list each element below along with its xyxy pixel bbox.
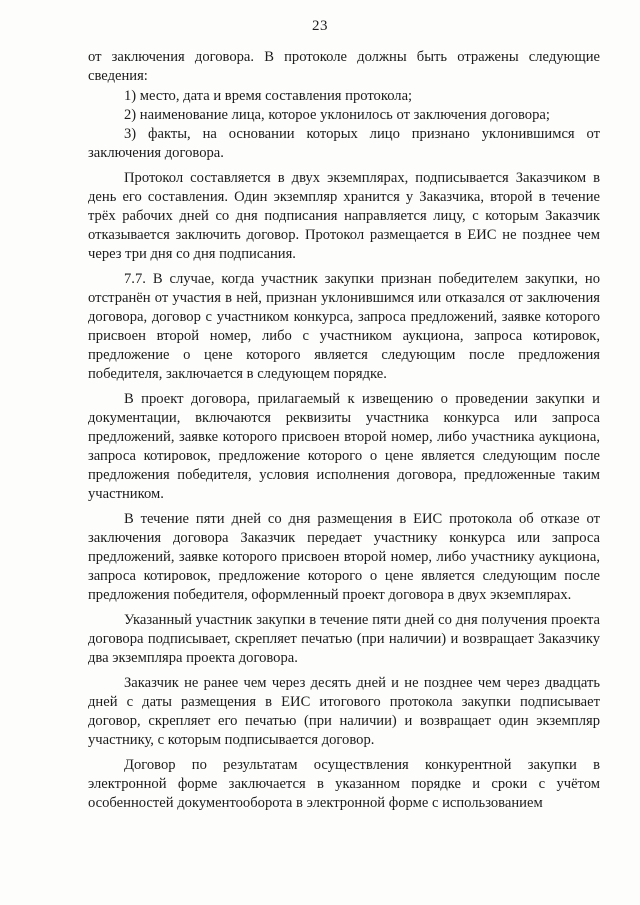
paragraph-protocol: Протокол составляется в двух экземплярах, подписывается Заказчиком в день его составления. Один экземпляр хранится у Заказчика, второй в течение трёх рабочих дней со дня подписания направляется лицу, с которым Заказчик отказывается заключить договор. Протокол размещается в ЕИС не позднее чем через три дня со дня подписания. xyxy=(88,170,600,262)
paragraph-electronic: Договор по результатам осуществления конкурентной закупки в электронной форме заключается в указанном порядке и сроки с учётом особенностей документооборота в электронной форме с использованием xyxy=(88,757,600,811)
list-item-place-date: 1) место, дата и время составления протокола; xyxy=(124,88,413,104)
paragraph-customer: Заказчик не ранее чем через десять дней и не позднее чем через двадцать дней с даты размещения в ЕИС итогового протокола закупки подписывает договор, скрепляет его печатью (при наличии) и возвращает один экземпляр участнику, с которым подписывается договор. xyxy=(88,675,600,748)
document-body xyxy=(88,48,600,819)
list-item-name: 2) наименование лица, которое уклонилось от заключения договора; xyxy=(124,107,550,123)
paragraph-participant: Указанный участник закупки в течение пяти дней со дня получения проекта договора подписывает, скрепляет печатью (при наличии) и возвращает Заказчику два экземпляра проекта договора. xyxy=(88,612,600,666)
paragraph-draft-contract: В проект договора, прилагаемый к извещению о проведении закупки и документации, включаются реквизиты участника конкурса или запроса предложений, заявке которого присвоен второй номер, либо участника аукциона, запроса котировок, предложение которого о цене является следующим после предложения победителя, условия исполнения договора, предложенные таким участником. xyxy=(88,391,600,502)
paragraph-7-7: 7.7. В случае, когда участник закупки признан победителем закупки, но отстранён от участия в ней, признан уклонившимся или отказался от заключения договора, договор с участником конкурса, запроса предложений, заявке которого присвоен второй номер, либо с участником аукциона, запроса котировок, предложение о цене которого является следующим после предложения победителя, заключается в следующем порядке. xyxy=(88,271,600,382)
list-item-facts: 3) факты, на основании которых лицо признано уклонившимся от заключения договора. xyxy=(88,126,600,161)
page-number: 23 xyxy=(312,18,328,34)
paragraph-continuation: от заключения договора. В протоколе должны быть отражены следующие сведения: xyxy=(88,49,600,84)
paragraph-five-days: В течение пяти дней со дня размещения в ЕИС протокола об отказе от заключения договора Заказчик передает участнику конкурса или запроса предложений, заявке которого присвоен второй номер, либо участнику аукциона, запроса котировок, предложение которого о цене является следующим после предложения победителя, оформленный проект договора в двух экземплярах. xyxy=(88,511,600,603)
